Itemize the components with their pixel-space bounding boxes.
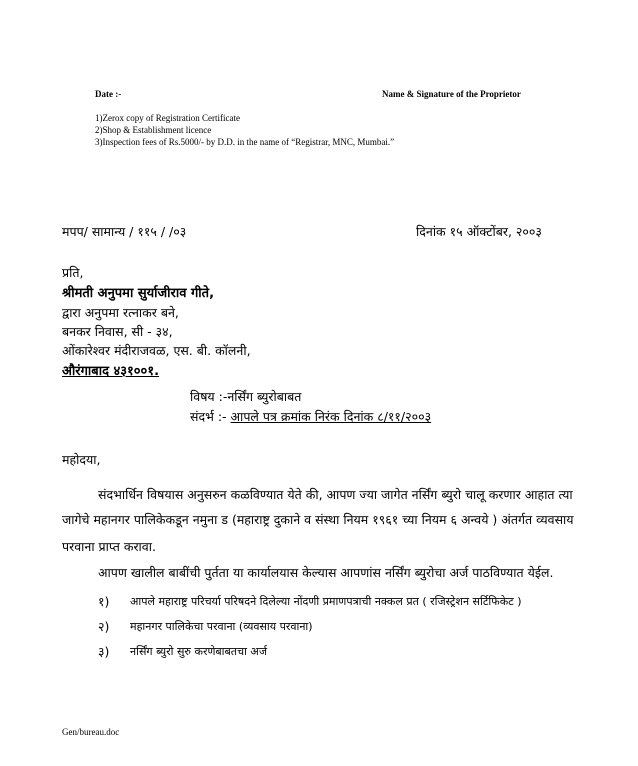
body-line-1: संदभार्धिन विषयास अनुसरुन कळविण्यात येते की, आपण ज्या जागेत नर्सिंग ब्युरो चालू करणार आहात त्या: [98, 487, 573, 502]
list-item-text: आपले महाराष्ट्र परिचर्या परिषदने दिलेल्या नोंदणी प्रमाणपत्राची नक्कल प्रत ( रजिस्ट्रेशन सर्टिफिकेट ): [130, 595, 522, 608]
list-item-number: ३): [98, 644, 110, 659]
address-city: औरंगाबाद ४३१००१.: [62, 364, 160, 379]
list-item-text: महानगर पालिकेचा परवाना (व्यवसाय परवाना): [130, 620, 313, 633]
date-label: Date :-: [95, 89, 122, 99]
address-line-2: बनकर निवास, सी - ३४,: [62, 324, 173, 339]
reference-line: [190, 408, 431, 425]
body-line-2: जागेचे महानगर पालिकेकडून नमुना ड (महाराष्ट्र दुकाने व संस्था नियम १९६१ च्या नियम ६ अन्वये ) अंतर्गत व्यवसाय: [62, 512, 574, 527]
list-item-text: नर्सिंग ब्युरो सुरु करणेबाबतचा अर्ज: [130, 645, 267, 658]
to-label: प्रति,: [62, 265, 84, 280]
body-line-3: परवाना प्राप्त करावा.: [62, 539, 156, 554]
reference-text: आपले पत्र क्रमांक निरंक दिनांक ८/११/२००३: [230, 409, 432, 424]
address-line-1: द्वारा अनुपमा रत्नाकर बने,: [62, 305, 179, 320]
list-item-number: १): [98, 594, 110, 609]
subject-line: विषय :-नर्सिंग ब्युरोबाबत: [190, 389, 302, 404]
addressee-name: श्रीमती अनुपमा सुर्याजीराव गीते,: [62, 286, 215, 301]
document-item-2: 2)Shop & Establishment licence: [95, 125, 212, 135]
salutation: महोदया,: [62, 452, 101, 467]
footer-filename: Gen/bureau.doc: [62, 727, 120, 737]
reference-prefix: संदर्भ :-: [190, 409, 231, 424]
address-line-3: ओंकारेश्वर मंदीराजवळ, एस. बी. कॉलनी,: [62, 343, 251, 358]
letter-date: दिनांक १५ ऑक्टोंबर, २००३: [416, 224, 542, 239]
signature-label: Name & Signature of the Proprietor: [382, 89, 521, 99]
document-item-1: 1)Zerox copy of Registration Certificate: [95, 113, 240, 123]
document-item-3: 3)Inspection fees of Rs.5000/- by D.D. in the name of “Registrar, MNC, Mumbai.”: [95, 137, 395, 147]
list-item-number: २): [98, 619, 110, 634]
reference-number: मपप/ सामान्य / ११५ / /०३: [62, 224, 187, 239]
body-line-4: आपण खालील बाबींची पुर्तता या कार्यालयास केल्यास आपणांस नर्सिंग ब्युरोचा अर्ज पाठविण्यात येईल.: [98, 565, 554, 580]
